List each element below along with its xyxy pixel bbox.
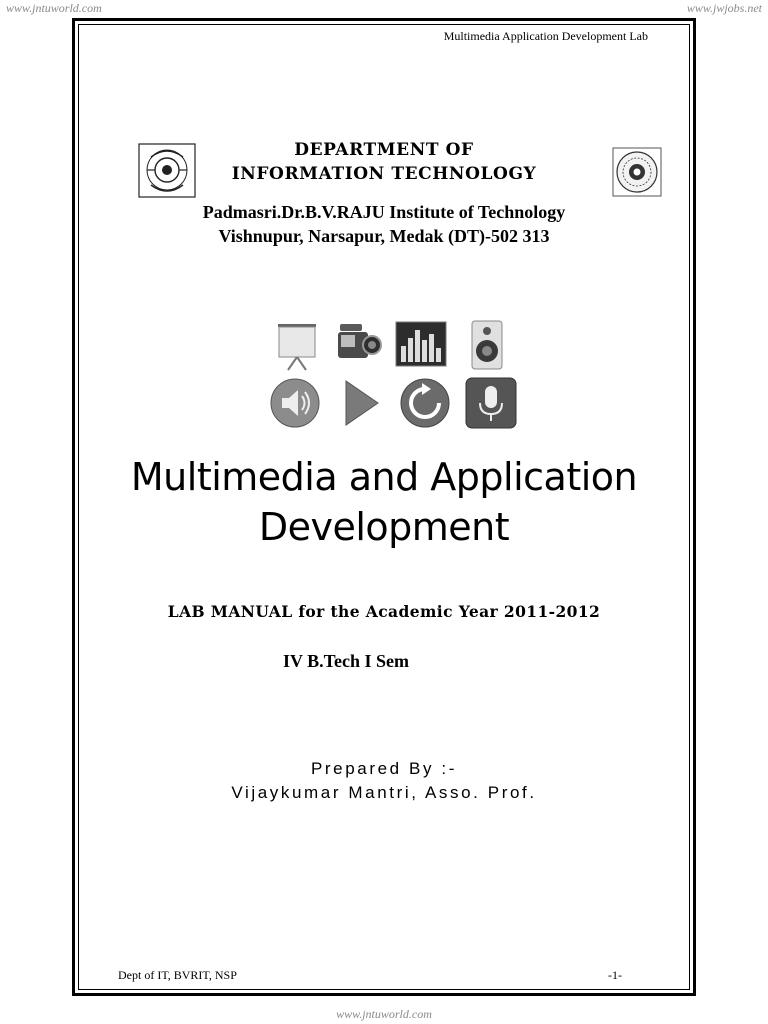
footer-department: Dept of IT, BVRIT, NSP [118, 968, 237, 982]
prepared-by-label: Prepared By :- [310, 759, 457, 778]
projector-screen-icon [270, 318, 324, 372]
watermark-bottom[interactable]: www.jntuworld.com [336, 1007, 432, 1021]
equalizer-icon [394, 318, 448, 372]
prepared-by-block [100, 757, 668, 805]
department-heading [200, 138, 568, 186]
running-header: Multimedia Application Development Lab [443, 29, 648, 43]
institute-name: Padmasri.Dr.B.V.RAJU Institute of Technology [202, 202, 566, 222]
institute-address: Vishnupur, Narsapur, Medak (DT)-502 313 [218, 226, 550, 246]
title-line-2: Development [258, 505, 510, 549]
video-camera-icon [330, 318, 384, 372]
microphone-icon [464, 376, 518, 430]
department-line-2: INFORMATION TECHNOLOGY [231, 164, 537, 184]
watermark-top-left[interactable]: www.jntuworld.com [6, 1, 102, 15]
college-seal-icon [138, 143, 196, 198]
media-icon-grid [268, 316, 518, 431]
author-name: Vijaykumar Mantri, Asso. Prof. [231, 783, 537, 802]
document-title [100, 452, 668, 552]
institute-block [120, 200, 648, 248]
volume-icon [268, 376, 322, 430]
title-line-1: Multimedia and Application [130, 455, 638, 499]
page-number: -1- [608, 968, 622, 982]
semester-line: IV B.Tech I Sem [283, 651, 410, 671]
watermark-top-right[interactable]: www.jwjobs.net [686, 1, 762, 15]
department-line-1: DEPARTMENT OF [294, 140, 474, 160]
play-icon [334, 376, 388, 430]
department-seal-icon [612, 147, 662, 197]
refresh-icon [398, 376, 452, 430]
speaker-icon [460, 318, 514, 372]
lab-manual-line: LAB MANUAL for the Academic Year 2011-2012 [167, 602, 601, 621]
